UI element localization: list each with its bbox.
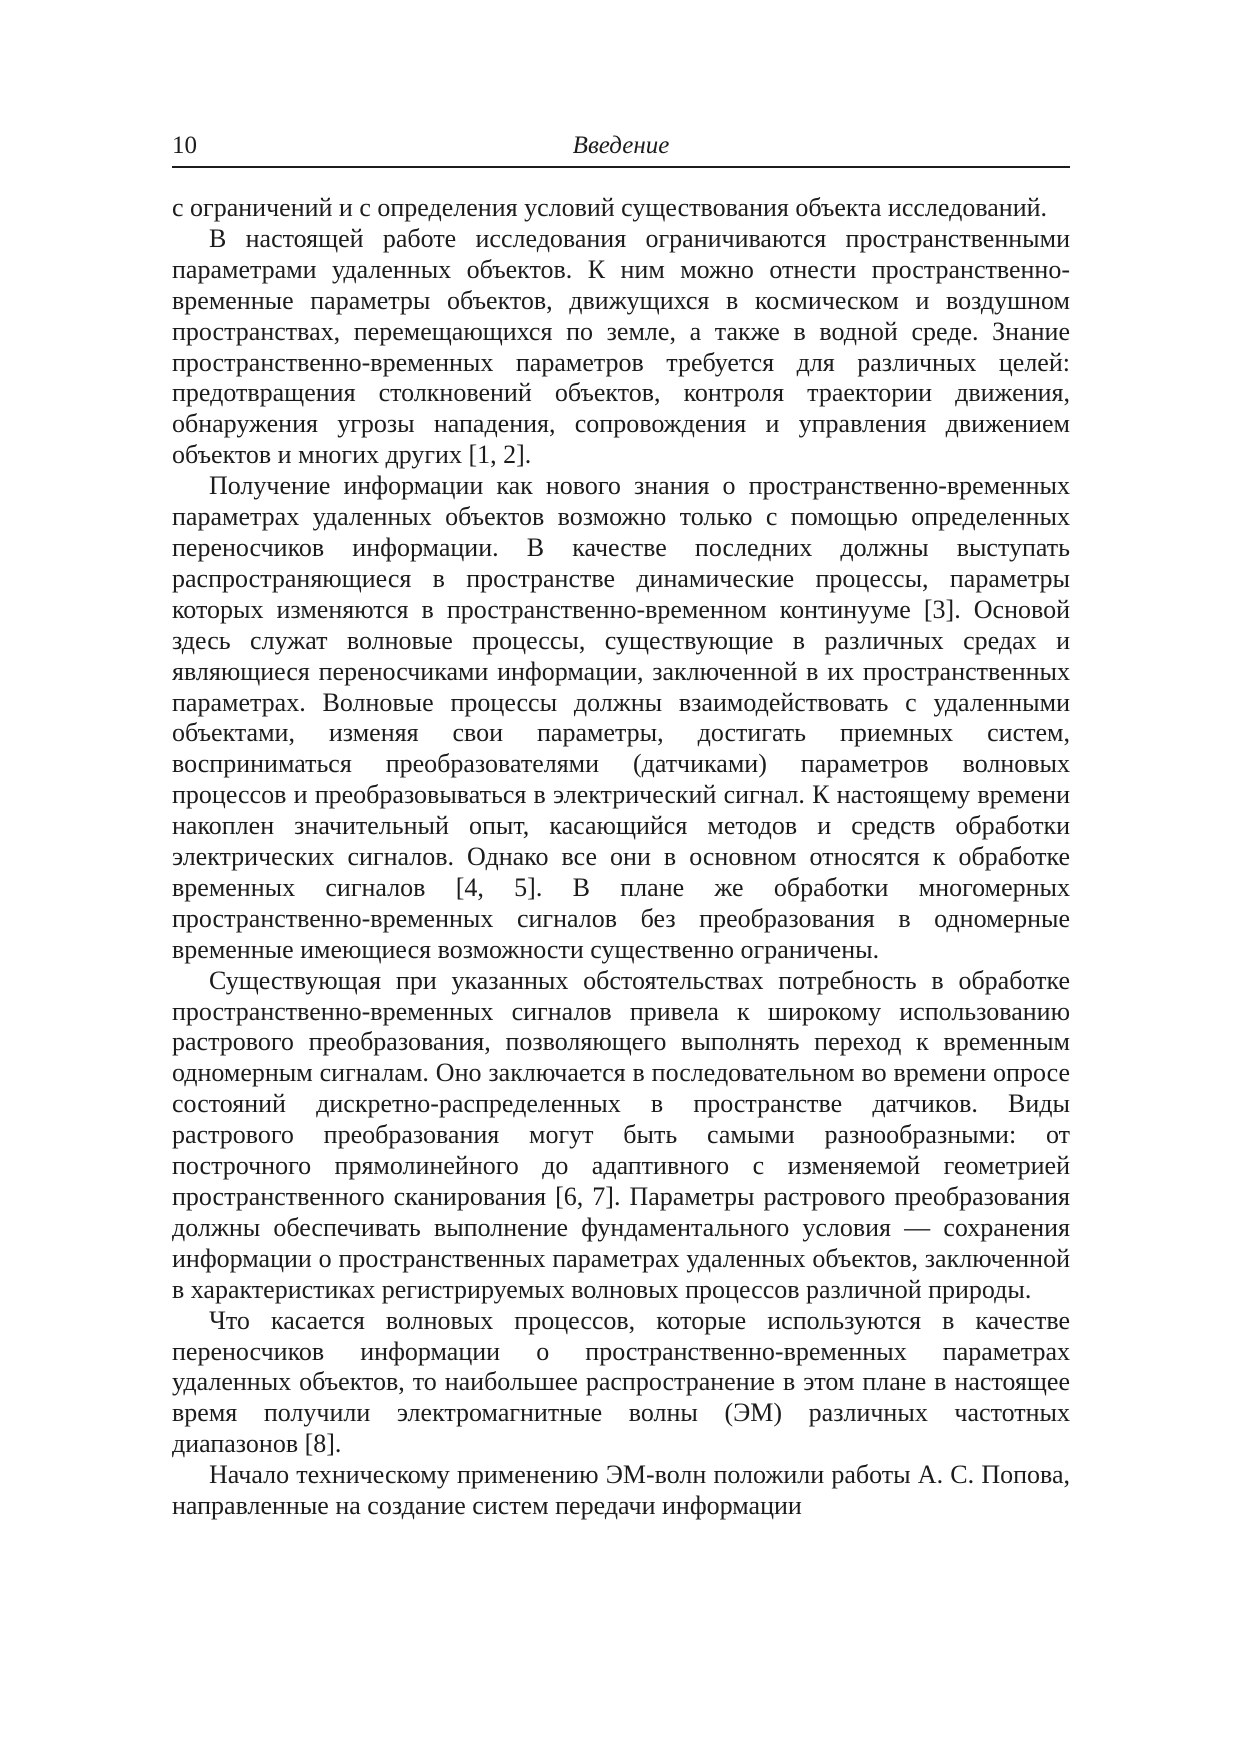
paragraph-continuation: с ограничений и с определения условий существования объекта исследований. <box>172 193 1048 222</box>
paragraph: Что касается волновых процессов, которые используются в качестве переносчиков информации о пространственно-временных параметрах удаленных объектов, то наибольшее распространение в этом плане в настоящее время получили электромагнитные волны (ЭМ) различных частотных диапазонов [8]. <box>172 1305 1070 1459</box>
paragraph: Существующая при указанных обстоятельствах потребность в обработке пространственно-временных сигналов привела к широкому использованию растрового преобразования, позволяющего выполнять переход к временным одномерным сигналам. Оно заключается в последовательном во времени опросе состояний дискретно-распределенных в пространстве датчиков. Виды растрового преобразования могут быть самыми разнообразными: от построчного прямолинейного до адаптивного с изменяемой геометрией пространственного сканирования [6, 7]. Параметры растрового преобразования должны обеспечивать выполнение фундаментального условия — сохранения информации о пространственных параметрах удаленных объектов, заключенной в характеристиках регистрируемых волновых процессов различной природы. <box>172 965 1070 1304</box>
paragraph: В настоящей работе исследования ограничиваются пространственными параметрами удаленных объектов. К ним можно отнести пространственно-временные параметры объектов, движущихся в космическом и воздушном пространствах, перемещающихся по земле, а также в водной среде. Знание пространственно-временных параметров требуется для различных целей: предотвращения столкновений объектов, контроля траектории движения, обнаружения угрозы нападения, сопровождения и управления движением объектов и многих других [1, 2]. <box>172 223 1070 470</box>
section-title: Введение <box>572 132 670 159</box>
book-page <box>172 0 1070 1755</box>
paragraph: Получение информации как нового знания о пространственно-временных параметрах удаленных объектов возможно только с помощью определенных переносчиков информации. В качестве последних должны выступать распространяющиеся в пространстве динамические процессы, параметры которых изменяются в пространственно-временном континууме [3]. Основой здесь служат волновые процессы, существующие в различных средах и являющиеся переносчиками информации, заключенной в их пространственных параметрах. Волновые процессы должны взаимодействовать с удаленными объектами, изменяя свои параметры, достигать приемных систем, восприниматься преобразователями (датчиками) параметров волновых процессов и преобразовываться в электрический сигнал. К настоящему времени накоплен значительный опыт, касающийся методов и средств обработки электрических сигналов. Однако все они в основном относятся к обработке временных сигналов [4, 5]. В плане же обработки многомерных пространственно-временных сигналов без преобразования в одномерные временные имеющиеся возможности существенно ограничены. <box>172 471 1070 964</box>
page-number: 10 <box>172 132 197 159</box>
running-head <box>172 126 1070 168</box>
body-text <box>172 193 1070 1522</box>
paragraph: Начало техническому применению ЭМ-волн положили работы А. С. Попова, направленные на создание систем передачи информации <box>172 1460 1070 1521</box>
